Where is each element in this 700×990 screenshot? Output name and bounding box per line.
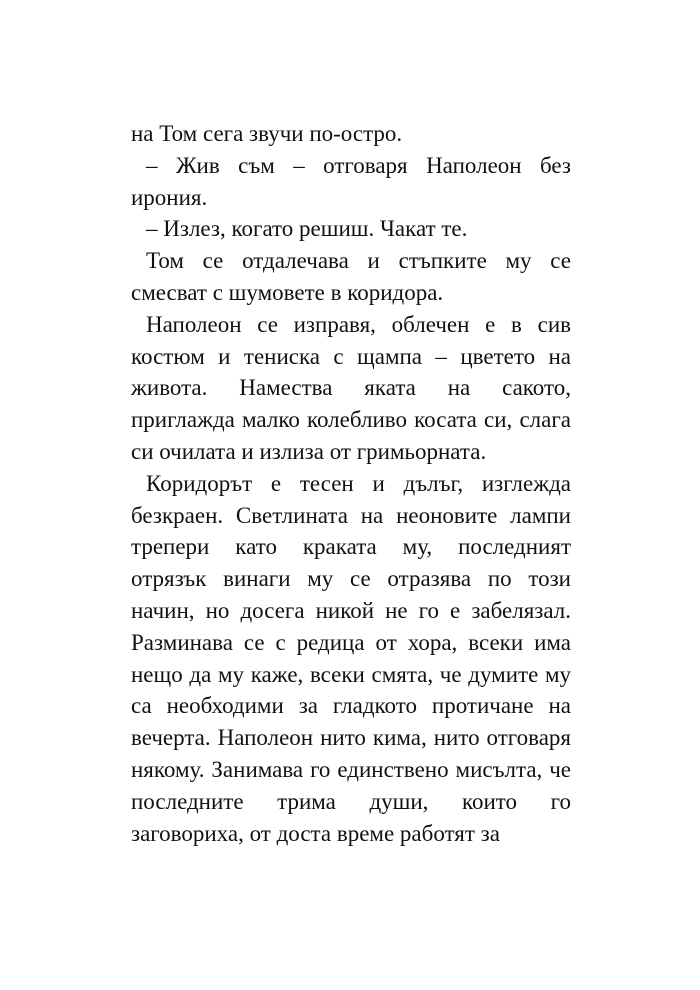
paragraph-tom-leaves: Том се отдалечава и стъпките му се смесват с шумовете в коридора. (131, 248, 571, 305)
page-text (131, 118, 571, 849)
paragraph-corridor: Коридорът е тесен и дълъг, изглежда безкраен. Светлината на неоновите лампи трепери като краката му, последният отрязък винаги му се отразява по този начин, но досега никой не го е забелязал. Разминава се с редица от хора, всеки има нещо да му каже, всеки смята, че думите му са необходими за гладкото протичане на вечерта. Наполеон нито кима, нито отговаря някому. Занимава го единствено мисълта, че последните трима души, които го заговориха, от доста време работят за (131, 470, 571, 846)
paragraph-continuation: на Том сега звучи по-остро. (131, 121, 403, 146)
dialogue-line-napoleon: – Жив съм – отговаря Наполеон без ирония. (131, 152, 571, 210)
paragraph-napoleon-dresses: Наполеон се изправя, облечен е в сив костюм и тениска с щампа – цветето на живота. Намества яката на сакото, приглажда малко колебливо косата си, слага си очилата и излиза от гримьорната. (131, 311, 571, 464)
dialogue-line-tom: – Излез, когато решиш. Чакат те. (146, 216, 468, 242)
